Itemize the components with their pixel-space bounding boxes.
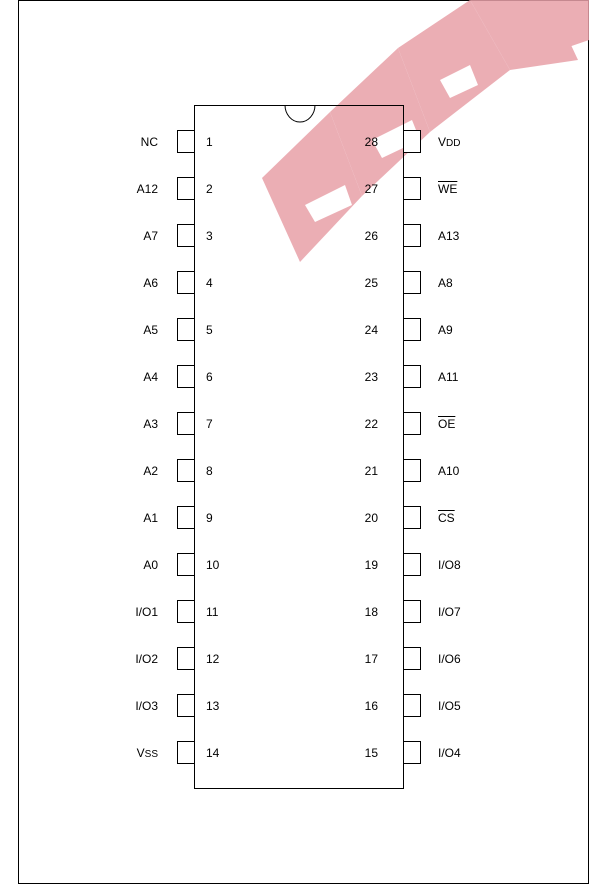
pin-label-22: $\overline{OE}$ (438, 417, 456, 431)
pin-label-4: A6 (143, 276, 158, 290)
pin-label-17: I/O6 (438, 652, 461, 666)
pin-number-1: 1 (206, 135, 213, 149)
pin-number-10: 10 (206, 558, 220, 572)
pin-number-17: 17 (364, 652, 378, 666)
pin-label-24: A9 (438, 323, 453, 337)
pin-box-4 (178, 272, 195, 294)
pin-number-3: 3 (206, 229, 213, 243)
pin-label-21: A10 (438, 464, 460, 478)
pin-label-16: I/O5 (438, 699, 461, 713)
pin-label-27: $\overline{WE}$ (438, 182, 458, 196)
pin-label-12: I/O2 (135, 652, 158, 666)
pin-box-6 (178, 366, 195, 388)
pin-box-5 (178, 319, 195, 341)
pin-box-3 (178, 225, 195, 247)
pin-box-26 (404, 225, 421, 247)
pin-box-13 (178, 695, 195, 717)
pin-number-25: 25 (364, 276, 378, 290)
pin-label-14: VSS (136, 746, 158, 760)
pin-label-23: A11 (438, 370, 459, 384)
pin-box-14 (178, 742, 195, 764)
pin-box-15 (404, 742, 421, 764)
pin-number-24: 24 (364, 323, 378, 337)
pin-box-22 (404, 413, 421, 435)
pin-number-7: 7 (206, 417, 213, 431)
pin-label-13: I/O3 (135, 699, 158, 713)
pin-label-10: A0 (143, 558, 158, 572)
pin-box-18 (404, 601, 421, 623)
pin-label-2: A12 (136, 182, 158, 196)
pin-label-18: I/O7 (438, 605, 461, 619)
pin-label-8: A2 (143, 464, 158, 478)
pin-box-11 (178, 601, 195, 623)
pin-label-26: A13 (438, 229, 460, 243)
pin-number-27: 27 (364, 182, 378, 196)
pin-label-25: A8 (438, 276, 453, 290)
pin-number-4: 4 (206, 276, 213, 290)
pin-box-1 (178, 131, 195, 153)
pin-label-5: A5 (143, 323, 158, 337)
pin-box-20 (404, 507, 421, 529)
eepw-watermark (262, 0, 589, 262)
pin-number-6: 6 (206, 370, 213, 384)
pin-box-23 (404, 366, 421, 388)
pin-box-10 (178, 554, 195, 576)
pin-box-19 (404, 554, 421, 576)
pin-number-14: 14 (206, 746, 220, 760)
pin-label-15: I/O4 (438, 746, 461, 760)
pin-box-21 (404, 460, 421, 482)
pin-box-7 (178, 413, 195, 435)
pin-label-20: $\overline{CS}$ (438, 511, 455, 525)
pin-label-11: I/O1 (135, 605, 158, 619)
pin-label-19: I/O8 (438, 558, 461, 572)
pin-box-16 (404, 695, 421, 717)
pin-box-28 (404, 131, 421, 153)
pin-number-20: 20 (364, 511, 378, 525)
pin-number-23: 23 (364, 370, 378, 384)
pin-box-17 (404, 648, 421, 670)
pin-number-8: 8 (206, 464, 213, 478)
pin-box-24 (404, 319, 421, 341)
pin-label-6: A4 (143, 370, 158, 384)
pin-number-2: 2 (206, 182, 213, 196)
pin-box-9 (178, 507, 195, 529)
pin-number-9: 9 (206, 511, 213, 525)
pin-number-21: 21 (364, 464, 378, 478)
pin-number-19: 19 (364, 558, 378, 572)
pin-number-16: 16 (364, 699, 378, 713)
pin-number-15: 15 (364, 746, 378, 760)
pin-label-28: VDD (438, 135, 461, 149)
pin-number-28: 28 (364, 135, 378, 149)
pin-number-12: 12 (206, 652, 220, 666)
pin-box-2 (178, 178, 195, 200)
pin-label-1: NC (140, 135, 158, 149)
pin-number-18: 18 (364, 605, 378, 619)
pin-number-22: 22 (364, 417, 378, 431)
pin-number-13: 13 (206, 699, 220, 713)
pin-label-7: A3 (143, 417, 158, 431)
pin-number-11: 11 (206, 605, 219, 619)
pin-box-25 (404, 272, 421, 294)
pin-box-27 (404, 178, 421, 200)
chip-notch (285, 105, 315, 122)
pin-number-5: 5 (206, 323, 213, 337)
pin-box-12 (178, 648, 195, 670)
pin-label-9: A1 (143, 511, 158, 525)
pin-number-26: 26 (364, 229, 378, 243)
pin-box-8 (178, 460, 195, 482)
pin-label-3: A7 (143, 229, 158, 243)
